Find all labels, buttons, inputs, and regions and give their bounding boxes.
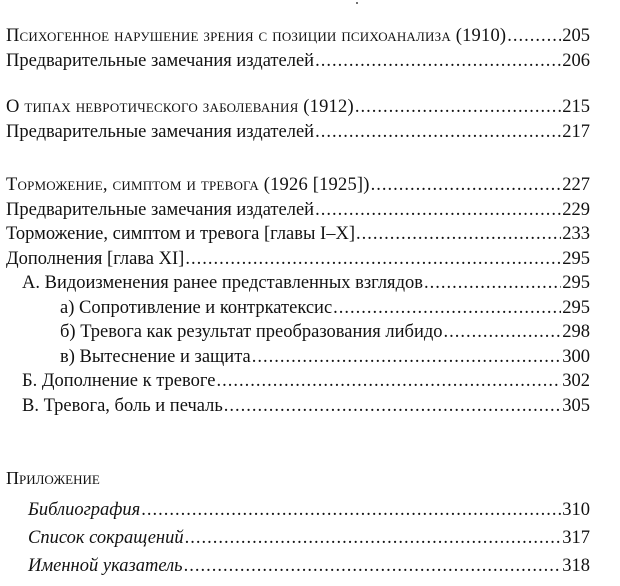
page-number: 295 (562, 248, 590, 269)
entry-title: О типах невротического заболевания (1912) (6, 97, 354, 117)
toc-entry[interactable] (0, 222, 620, 247)
entry-title: Торможение, симптом и тревога (1926 [1925]) (6, 175, 370, 195)
entry-title: Предварительные замечания издателей (6, 199, 315, 220)
page-number: 205 (562, 26, 590, 46)
dot-leader (216, 369, 561, 394)
entry-title: А. Видоизменения ранее представленных взглядов (22, 273, 423, 293)
toc-entry[interactable] (0, 95, 620, 120)
toc-entry[interactable] (0, 394, 620, 419)
dot-leader (371, 173, 562, 198)
entry-title: Торможение, симптом и тревога [главы I–X] (6, 224, 355, 244)
dot-leader (444, 320, 562, 345)
toc-entry[interactable] (0, 524, 620, 552)
page-number: 233 (562, 224, 590, 244)
entry-title: Психогенное нарушение зрения с позиции психоанализа (1910) (6, 26, 507, 46)
page-number: 206 (562, 50, 590, 71)
dot-leader (184, 552, 562, 580)
toc-entry[interactable] (0, 120, 620, 145)
dot-leader (315, 49, 561, 74)
entry-title: В. Тревога, боль и печаль (22, 395, 223, 416)
entry-title: а) Сопротивление и контркатексис (60, 297, 333, 318)
toc-group-3 (0, 173, 620, 418)
page-number: 300 (562, 346, 590, 367)
dot-leader (315, 198, 561, 223)
toc-entry[interactable] (0, 320, 620, 345)
toc-appendix (0, 466, 620, 580)
dot-leader (141, 496, 561, 524)
page-number: 298 (562, 322, 590, 342)
dot-leader (185, 524, 562, 552)
toc-entry[interactable] (0, 345, 620, 370)
dot-leader (185, 247, 561, 272)
entry-title: Дополнения [глава XI] (6, 248, 185, 269)
dot-leader (252, 345, 562, 370)
dot-leader (315, 120, 561, 145)
page-number: 318 (562, 556, 590, 576)
toc-entry[interactable] (0, 247, 620, 272)
page-number: 215 (562, 97, 590, 117)
toc-entry[interactable] (0, 369, 620, 394)
toc-group-2 (0, 95, 620, 144)
page-number: 317 (562, 528, 590, 548)
toc-entry[interactable] (0, 198, 620, 223)
entry-title: Именной указатель (28, 556, 183, 576)
dot-leader (333, 296, 561, 321)
toc-entry[interactable] (0, 496, 620, 524)
dot-leader (224, 394, 561, 419)
entry-title: Библиография (28, 500, 141, 520)
page-number: 229 (562, 199, 590, 220)
dot-leader (424, 271, 561, 296)
toc-entry[interactable] (0, 173, 620, 198)
toc-entry[interactable] (0, 49, 620, 74)
dot-leader (356, 222, 561, 247)
entry-title: Список сокращений (28, 528, 184, 548)
appendix-heading: Приложение (6, 468, 100, 488)
toc-entry[interactable] (0, 24, 620, 49)
entry-title: Б. Дополнение к тревоге (22, 371, 216, 391)
page-number: 302 (562, 371, 590, 391)
dot-leader (355, 95, 561, 120)
entry-title: Предварительные замечания издателей (6, 121, 315, 142)
toc-entry[interactable] (0, 296, 620, 321)
page-number: 227 (562, 175, 590, 195)
dot-leader (507, 24, 561, 49)
page-number: 217 (562, 121, 590, 142)
entry-title: б) Тревога как результат преобразования либидо (60, 322, 443, 342)
entry-title: в) Вытеснение и защита (60, 346, 251, 367)
toc-entry[interactable] (0, 552, 620, 580)
toc-group-1 (0, 24, 620, 73)
page-number: 305 (562, 395, 590, 416)
print-speck (356, 2, 358, 4)
page-number: 310 (562, 500, 590, 520)
page-number: 295 (562, 297, 590, 318)
toc-entry[interactable] (0, 271, 620, 296)
page-number: 295 (562, 273, 590, 293)
entry-title: Предварительные замечания издателей (6, 50, 315, 71)
